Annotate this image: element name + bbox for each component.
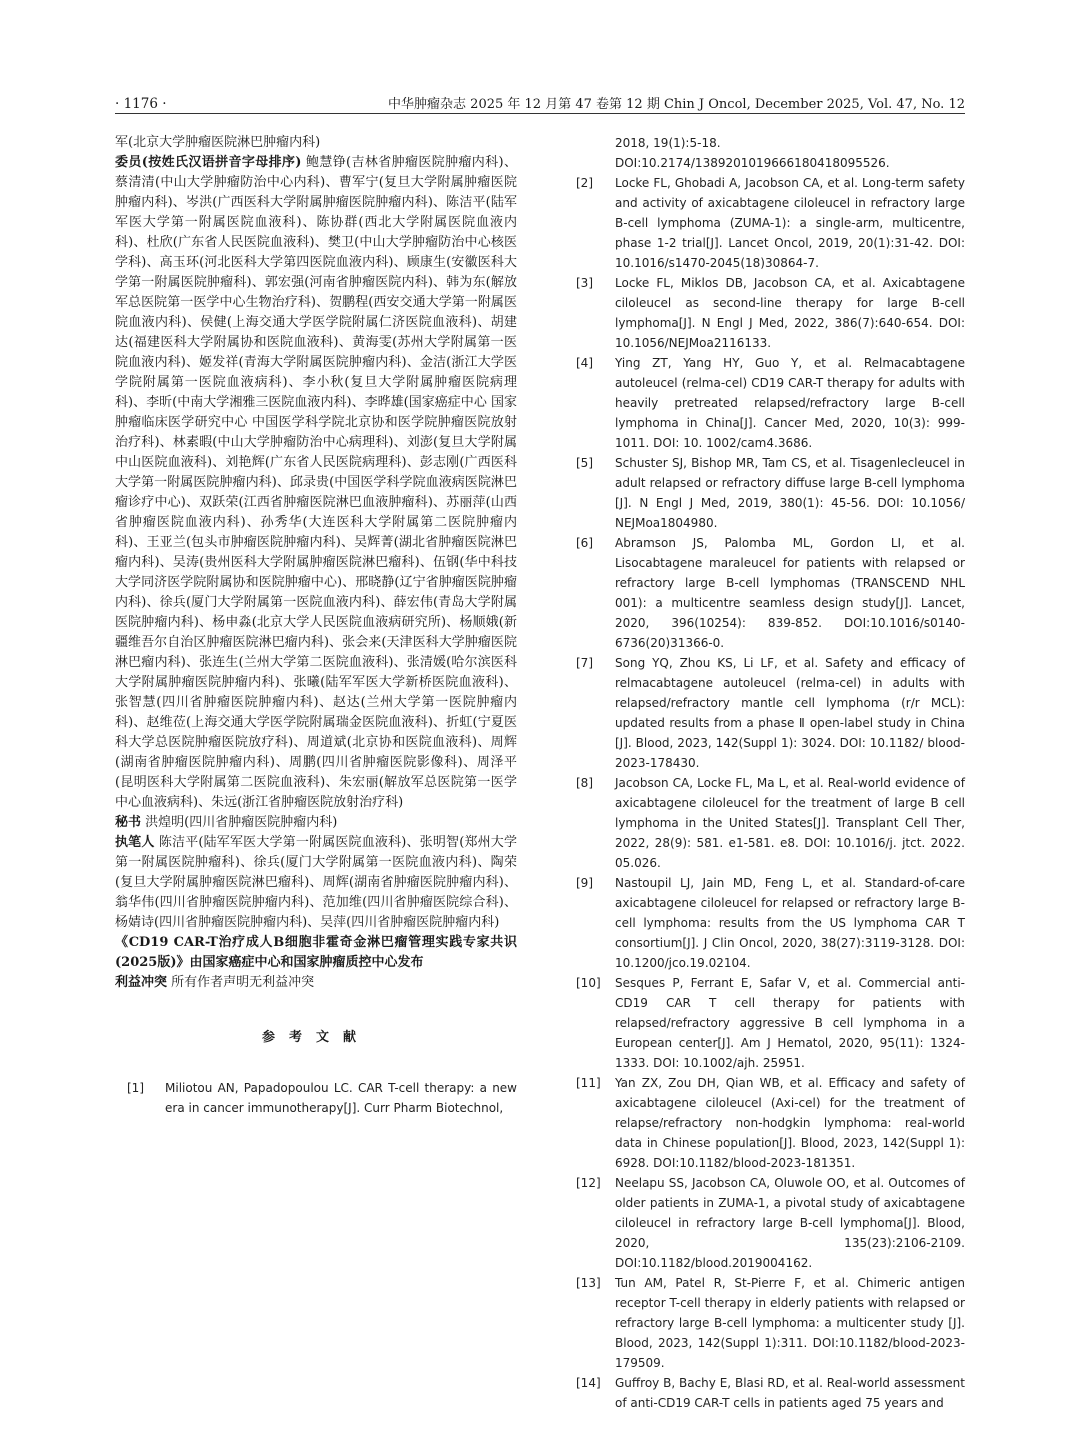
reference-number: [8] <box>576 776 593 790</box>
reference-text: Jacobson CA, Locke FL, Ma L, et al. Real-world evidence of axicabtagene ciloleucel for the treatment of large B cell lymphoma in the United States[J]. Transplant Cell Ther, 2022, 28(9): 581. e1-581. e8. DOI: 10.1016/j. jtct. 2022. 05.026. <box>615 776 965 870</box>
page-number: · 1176 · <box>115 96 167 112</box>
members-label: 委员(按姓氏汉语拼音字母排序) <box>115 155 302 170</box>
secretary-label: 秘书 <box>115 815 142 830</box>
writers-paragraph <box>115 833 517 933</box>
reference-number: [7] <box>576 656 593 670</box>
reference-item <box>568 533 965 653</box>
running-header <box>115 86 965 112</box>
reference-text: Sesques P, Ferrant E, Safar V, et al. Commercial anti-CD19 CAR T cell therapy for patients with relapsed/refractory aggressive B cell lymphoma in a European center[J]. Am J Hematol, 2020, 95(11): 1324-1333. DOI: 10.1002/ajh. 25951. <box>615 976 965 1070</box>
reference-number: [4] <box>576 356 593 370</box>
reference-item <box>568 173 965 273</box>
reference-number: [3] <box>576 276 593 290</box>
reference-number: [14] <box>576 1376 601 1390</box>
reference-item <box>568 1273 965 1373</box>
reference-text: Locke FL, Miklos DB, Jacobson CA, et al. Axicabtagene ciloleucel as second-line therapy for large B-cell lymphoma[J]. N Engl J Med, 2022, 386(7):640-654. DOI: 10.1056/NEJMoa2116133. <box>615 276 965 350</box>
reference-number: [2] <box>576 176 593 190</box>
left-column <box>115 133 517 1118</box>
coi-label: 利益冲突 <box>115 975 168 990</box>
reference-text: Song YQ, Zhou KS, Li LF, et al. Safety and efficacy of relmacabtagene autoleucel (relma-cel) in adults with relapsed/refractory mantle cell lymphoma (r/r MCL): updated results from a phase Ⅱ open-label study in China [J]. Blood, 2023, 142(Suppl 1): 3024. DOI: 10.1182/ blood-2023-178430. <box>615 656 965 770</box>
reference-item <box>568 873 965 973</box>
reference-text: Guffroy B, Bachy E, Blasi RD, et al. Real-world assessment of anti-CD19 CAR-T cells in patients aged 75 years and <box>615 1376 965 1410</box>
reference-text: Tun AM, Patel R, St-Pierre F, et al. Chimeric antigen receptor T-cell therapy in elderly patients with relapsed or refractory large B-cell lymphoma: a multicenter study [J]. Blood, 2023, 142(Suppl 1):311. DOI:10.1182/blood-2023-179509. <box>615 1276 965 1370</box>
reference-item <box>568 273 965 353</box>
reference-text: Nastoupil LJ, Jain MD, Feng L, et al. Standard-of-care axicabtagene ciloleucel for relapsed or refractory large B-cell lymphoma: results from the US lymphoma CAR T consortium[J]. J Clin Oncol, 2020, 38(27):3119-3128. DOI: 10.1200/jco.19.02104. <box>615 876 965 970</box>
secretary-paragraph <box>115 813 517 833</box>
members-text: 鲍慧铮(吉林省肿瘤医院肿瘤内科)、蔡清清(中山大学肿瘤防治中心内科)、曹军宁(复旦大学附属肿瘤医院肿瘤内科)、岑洪(广西医科大学附属肿瘤医院肿瘤内科)、陈洁平(陆军军医大学第一附属医院血液科)、陈协群(西北大学附属医院血液内科)、杜欣(广东省人民医院血液科)、樊卫(中山大学肿瘤防治中心核医学科)、高玉环(河北医科大学第四医院血液内科)、顾康生(安徽医科大学第一附属医院肿瘤科)、郭宏强(河南省肿瘤医院内科)、韩为东(解放军总医院第一医学中心生物治疗科)、贺鹏程(西安交通大学第一附属医院血液内科)、侯健(上海交通大学医学院附属仁济医院血液科)、胡建达(福建医科大学附属协和医院血液科)、黄海雯(苏州大学附属第一医院血液内科)、姬发祥(青海大学附属医院肿瘤内科)、金洁(浙江大学医学院附属第一医院血液病科)、李小秋(复旦大学附属肿瘤医院病理科)、李昕(中南大学湘雅三医院血液内科)、李晔雄(国家癌症中心 国家肿瘤临床医学研究中心 中国医学科学院北京协和医学院肿瘤医院放射治疗科)、林素暇(中山大学肿瘤防治中心病理科)、刘澎(复旦大学附属中山医院血液科)、刘艳辉(广东省人民医院病理科)、彭志刚(广西医科大学第一附属医院肿瘤内科)、邱录贵(中国医学科学院血液病医院淋巴瘤诊疗中心)、双跃荣(江西省肿瘤医院淋巴血液肿瘤科)、苏丽萍(山西省肿瘤医院血液内科)、孙秀华(大连医科大学附属第二医院肿瘤内科)、王亚兰(包头市肿瘤医院肿瘤内科)、吴辉菁(湖北省肿瘤医院淋巴瘤内科)、吴涛(贵州医科大学附属肿瘤医院淋巴瘤科)、伍钢(华中科技大学同济医学院附属协和医院肿瘤中心)、邢晓静(辽宁省肿瘤医院肿瘤内科)、徐兵(厦门大学附属第一医院血液内科)、薛宏伟(青岛大学附属医院肿瘤内科)、杨申淼(北京大学人民医院血液病研究所)、杨顺娥(新疆维吾尔自治区肿瘤医院淋巴瘤内科)、张会来(天津医科大学肿瘤医院淋巴瘤内科)、张连生(兰州大学第二医院血液科)、张清媛(哈尔滨医科大学附属肿瘤医院肿瘤内科)、张曦(陆军军医大学新桥医院血液科)、张智慧(四川省肿瘤医院肿瘤内科)、赵达(兰州大学第一医院肿瘤内科)、赵维莅(上海交通大学医学院附属瑞金医院血液科)、折虹(宁夏医科大学总医院肿瘤医院放疗科)、周道斌(北京协和医院血液科)、周辉(湖南省肿瘤医院肿瘤内科)、周鹏(四川省肿瘤医院影像科)、周泽平(昆明医科大学附属第二医院血液科)、朱宏丽(解放军总医院第一医学中心血液病科)、朱远(浙江省肿瘤医院放射治疗科) <box>115 155 517 810</box>
reference-number: [9] <box>576 876 593 890</box>
publication-announcement: 《CD19 CAR-T治疗成人B细胞非霍奇金淋巴瘤管理实践专家共识(2025版)》由国家癌症中心和国家肿瘤质控中心发布 <box>115 935 517 970</box>
reference-text: Locke FL, Ghobadi A, Jacobson CA, et al. Long-term safety and activity of axicabtagene ciloleucel in refractory large B-cell lymphoma (ZUMA-1): a single-arm, multicentre, phase 1-2 trial[J]. Lancet Oncol, 2019, 20(1):31-42. DOI: 10.1016/s1470-2045(18)30864-7. <box>615 176 965 270</box>
reference-continuation: 2018, 19(1):5-18. DOI:10.2174/1389201019666180418095526. <box>615 136 890 170</box>
reference-item <box>568 1173 965 1273</box>
reference-text: Yan ZX, Zou DH, Qian WB, et al. Efficacy and safety of axicabtagene ciloleucel (Axi-cel) for the treatment of relapse/refractory non-hodgkin lymphoma: real-world data in Chinese population[J]. Blood, 2023, 142(Suppl 1): 6928. DOI:10.1182/blood-2023-181351. <box>615 1076 965 1170</box>
reference-item <box>568 653 965 773</box>
reference-item <box>568 1073 965 1173</box>
coi-text: 所有作者声明无利益冲突 <box>167 975 315 990</box>
writers-text: 陈洁平(陆军军医大学第一附属医院血液科)、张明智(郑州大学第一附属医院肿瘤科)、徐兵(厦门大学附属第一医院血液内科)、陶荣(复旦大学附属肿瘤医院淋巴瘤科)、周辉(湖南省肿瘤医院肿瘤内科)、翁华伟(四川省肿瘤医院肿瘤内科)、范加维(四川省肿瘤医院综合科)、杨婧诗(四川省肿瘤医院肿瘤内科)、吴萍(四川省肿瘤医院肿瘤内科) <box>115 835 517 930</box>
lead-line: 军(北京大学肿瘤医院淋巴肿瘤内科) <box>115 135 321 150</box>
header-divider <box>115 113 965 114</box>
reference-number: [5] <box>576 456 593 470</box>
reference-number: [1] <box>127 1081 144 1095</box>
reference-text: Abramson JS, Palomba ML, Gordon LI, et al. Lisocabtagene maraleucel for patients with relapsed or refractory large B-cell lymphomas (TRANSCEND NHL 001): a multicentre seamless design study[J]. Lancet, 2020, 396(10254): 839-852. DOI:10.1016/s0140-6736(20)31366-0. <box>615 536 965 650</box>
reference-number: [10] <box>576 976 601 990</box>
secretary-text: 洪煌明(四川省肿瘤医院肿瘤内科) <box>141 815 338 830</box>
reference-item <box>568 453 965 533</box>
writers-label: 执笔人 <box>115 835 155 850</box>
reference-item <box>115 1078 517 1118</box>
committee-members-paragraph <box>115 153 517 813</box>
reference-text: Ying ZT, Yang HY, Guo Y, et al. Relmacabtagene autoleucel (relma-cel) CD19 CAR-T therapy for adults with heavily pretreated relapsed/refractory large B-cell lymphoma in China[J]. Cancer Med, 2020, 10(3): 999-1011. DOI: 10. 1002/cam4.3686. <box>615 356 965 450</box>
reference-text: Miliotou AN, Papadopoulou LC. CAR T-cell therapy: a new era in cancer immunotherapy[J]. Curr Pharm Biotechnol, <box>165 1081 517 1115</box>
reference-number: [13] <box>576 1276 601 1290</box>
reference-item <box>568 1373 965 1413</box>
right-column <box>568 133 965 1413</box>
reference-text: Schuster SJ, Bishop MR, Tam CS, et al. Tisagenlecleucel in adult relapsed or refractory diffuse large B-cell lymphoma [J]. N Engl J Med, 2019, 380(1): 45-56. DOI: 10.1056/ NEJMoa1804980. <box>615 456 965 530</box>
reference-item <box>568 773 965 873</box>
reference-number: [12] <box>576 1176 601 1190</box>
reference-item <box>568 353 965 453</box>
reference-number: [11] <box>576 1076 601 1090</box>
references-heading: 参考文献 <box>261 1030 370 1045</box>
reference-number: [6] <box>576 536 593 550</box>
reference-text: Neelapu SS, Jacobson CA, Oluwole OO, et al. Outcomes of older patients in ZUMA-1, a pivotal study of axicabtagene ciloleucel in refractory large B-cell lymphoma[J]. Blood, 2020, 135(23):2106-2109. DOI:10.1182/blood.2019004162. <box>615 1176 965 1270</box>
conflict-of-interest-paragraph <box>115 973 517 993</box>
journal-citation-line: 中华肿瘤杂志 2025 年 12 月第 47 卷第 12 期 Chin J Oncol, December 2025, Vol. 47, No. 12 <box>388 97 965 112</box>
reference-item <box>568 973 965 1073</box>
